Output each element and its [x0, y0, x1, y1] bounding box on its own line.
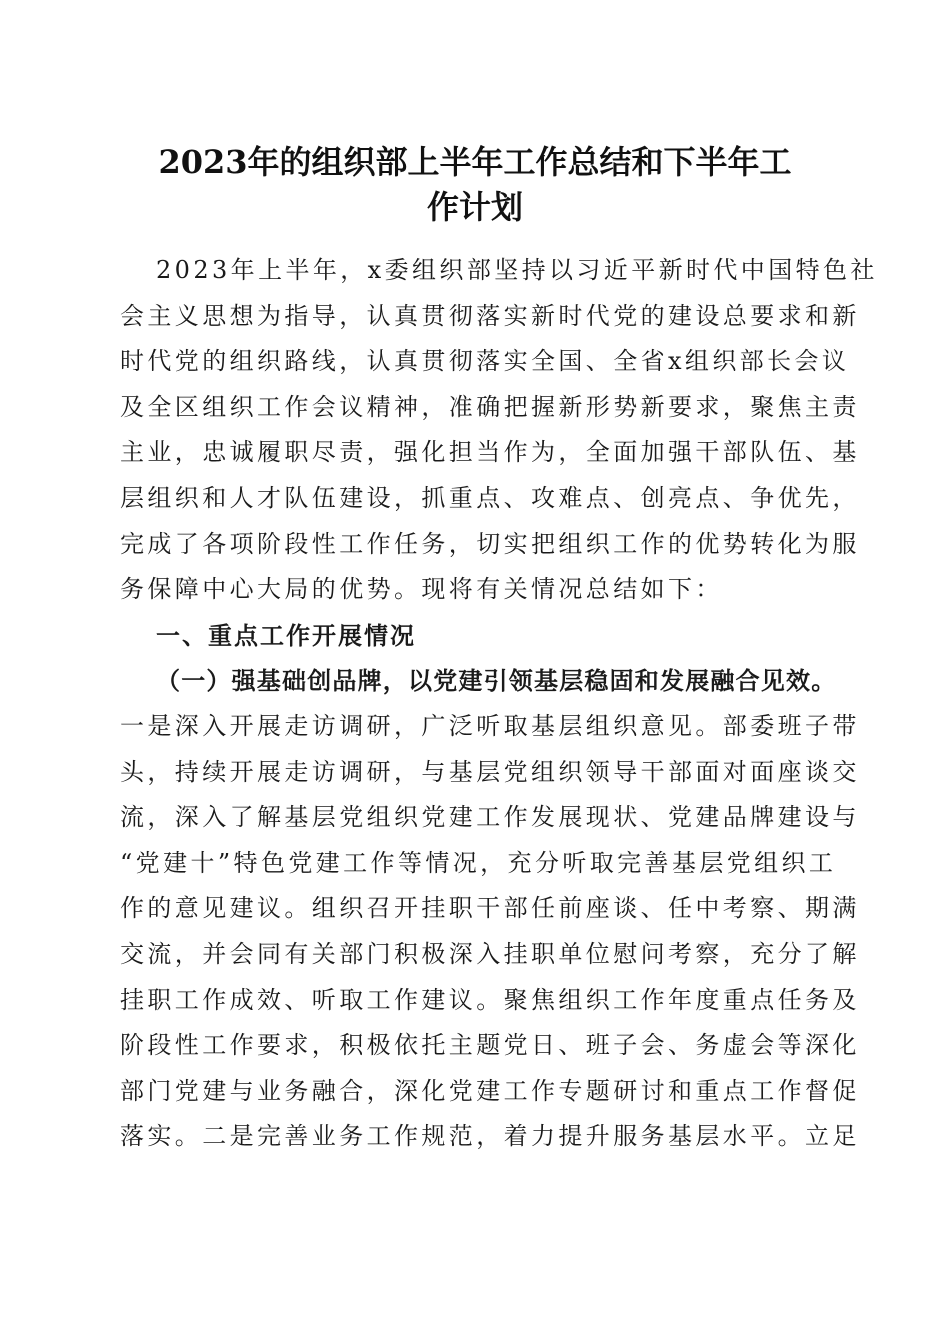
document-title-line-2: 作计划 [426, 188, 523, 226]
paragraph-line: “党建十”特色党建工作等情况，充分听取完善基层党组织工 [120, 848, 837, 877]
paragraph-line: 时代党的组织路线，认真贯彻落实全国、全省x组织部长会议 [120, 347, 850, 376]
paragraph-line: 务保障中心大局的优势。现将有关情况总结如下： [120, 575, 723, 604]
paragraph-line: 作的意见建议。组织召开挂职干部任前座谈、任中考察、期满 [120, 894, 860, 923]
paragraph-line: 及全区组织工作会议精神，准确把握新形势新要求，聚焦主责 [120, 392, 860, 421]
paragraph-line: 挂职工作成效、听取工作建议。聚焦组织工作年度重点任务及 [120, 985, 860, 1014]
paragraph-line: 主业，忠诚履职尽责，强化担当作为，全面加强干部队伍、基 [120, 438, 860, 467]
section-heading: 一、重点工作开展情况 [156, 620, 416, 650]
paragraph-line: 层组织和人才队伍建设，抓重点、攻难点、创亮点、争优先， [120, 483, 860, 512]
paragraph-line: 交流，并会同有关部门积极深入挂职单位慰问考察，充分了解 [120, 939, 860, 968]
paragraph-line: 一是深入开展走访调研，广泛听取基层组织意见。部委班子带 [120, 711, 860, 740]
paragraph-line: 会主义思想为指导，认真贯彻落实新时代党的建设总要求和新 [120, 301, 860, 330]
paragraph-line: 阶段性工作要求，积极依托主题党日、班子会、务虚会等深化 [120, 1031, 860, 1060]
paragraph-line: 落实。二是完善业务工作规范，着力提升服务基层水平。立足 [120, 1122, 860, 1151]
paragraph-line: 2023年上半年，x委组织部坚持以习近平新时代中国特色社 [156, 256, 878, 284]
document-body [120, 248, 878, 1160]
paragraph-line: 头，持续开展走访调研，与基层党组织领导干部面对面座谈交 [120, 757, 860, 786]
subsection-heading: （一）强基础创品牌，以党建引领基层稳固和发展融合见效。 [156, 666, 837, 696]
paragraph-line: 流，深入了解基层党组织党建工作发展现状、党建品牌建设与 [120, 803, 860, 832]
paragraph-line: 完成了各项阶段性工作任务，切实把组织工作的优势转化为服 [120, 529, 860, 558]
document-title-line-1: 2023年的组织部上半年工作总结和下半年工 [158, 143, 792, 181]
paragraph-line: 部门党建与业务融合，深化党建工作专题研讨和重点工作督促 [120, 1076, 860, 1105]
